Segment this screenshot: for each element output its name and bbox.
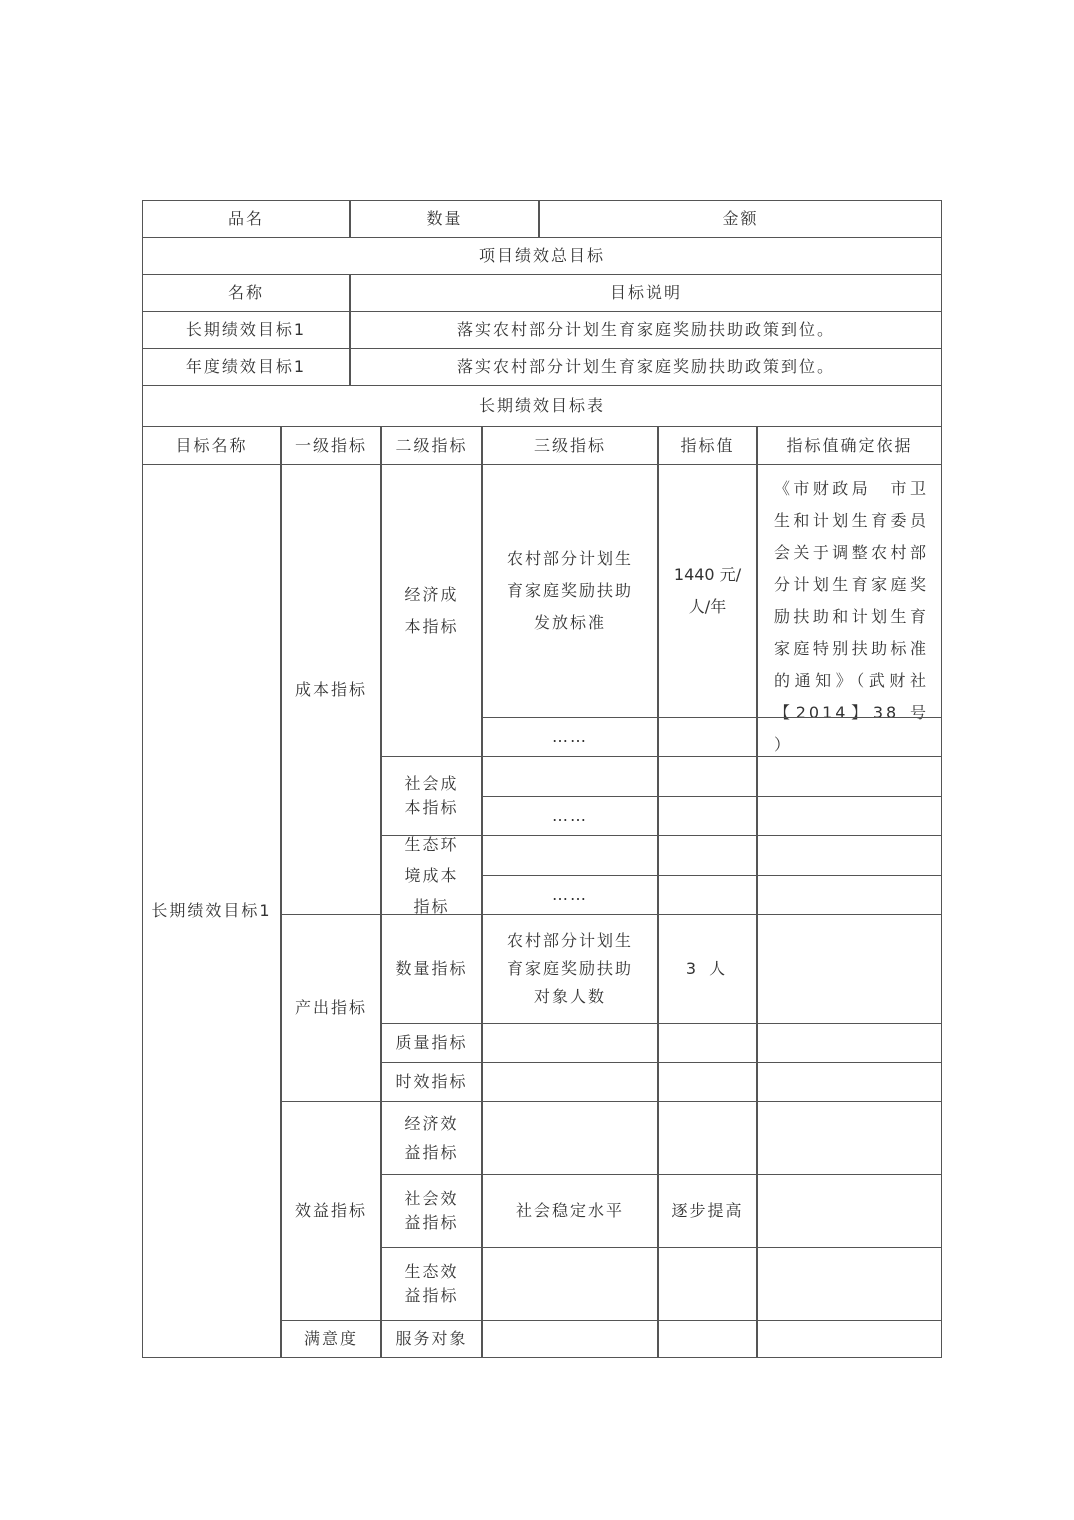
- level3-economic-cost: 农村部分计划生育家庭奖励扶助发放标准: [482, 464, 658, 718]
- level3-empty: [482, 1023, 658, 1063]
- level3-ellipsis: ……: [482, 875, 658, 915]
- basis-empty: [757, 1174, 942, 1248]
- goal-header-name: 名称: [142, 274, 350, 312]
- level2-eco-cost: 生态环境成本指标: [381, 835, 482, 915]
- basis-economic-cost-text: 《市财政局 市卫生和计划生育委员会关于调整农村部分计划生育家庭奖励扶助和计划生育家庭特别扶助标准的通知》（武财社【2014】38 号 ）: [774, 479, 929, 754]
- basis-empty: [757, 835, 942, 876]
- level3-social-benefit: 社会稳定水平: [482, 1174, 658, 1248]
- level2-economic-cost: 经济成本指标: [381, 464, 482, 757]
- value-empty: [658, 1062, 757, 1102]
- column-header: 一级指标: [281, 426, 381, 465]
- level2-quality: 质量指标: [381, 1023, 482, 1063]
- header-quantity: 数量: [350, 200, 539, 238]
- basis-empty: [757, 756, 942, 797]
- value-quantity: 3 人: [658, 914, 757, 1024]
- goal-row-desc: 落实农村部分计划生育家庭奖励扶助政策到位。: [350, 311, 942, 349]
- value-empty: [658, 1247, 757, 1321]
- basis-empty: [757, 1023, 942, 1063]
- overall-goal-title: 项目绩效总目标: [142, 237, 942, 275]
- value-empty: [658, 1023, 757, 1063]
- level1-cost: 成本指标: [281, 464, 381, 915]
- level1-output: 产出指标: [281, 914, 381, 1102]
- level1-satisfaction: 满意度: [281, 1320, 381, 1358]
- long-table-title: 长期绩效目标表: [142, 385, 942, 427]
- column-header: 指标值: [658, 426, 757, 465]
- goal-name-cell: 长期绩效目标1: [142, 464, 281, 1358]
- basis-economic-cost: [757, 464, 942, 754]
- goal-row-name: 长期绩效目标1: [142, 311, 350, 349]
- level3-empty: [482, 1101, 658, 1175]
- level2-quantity: 数量指标: [381, 914, 482, 1024]
- basis-empty: [757, 796, 942, 836]
- level2-economic-benefit: 经济效益指标: [381, 1101, 482, 1175]
- level3-empty: [482, 835, 658, 876]
- value-empty: [658, 717, 757, 757]
- column-header: 二级指标: [381, 426, 482, 465]
- column-header: 目标名称: [142, 426, 281, 465]
- basis-empty: [757, 1062, 942, 1102]
- level3-empty: [482, 1320, 658, 1358]
- level1-benefit: 效益指标: [281, 1101, 381, 1321]
- basis-empty: [757, 1101, 942, 1175]
- level2-eco-benefit: 生态效益指标: [381, 1247, 482, 1321]
- header-name: 品名: [142, 200, 350, 238]
- basis-empty: [757, 1247, 942, 1321]
- value-empty: [658, 1320, 757, 1358]
- value-empty: [658, 875, 757, 915]
- value-economic-cost: 1440 元/人/年: [658, 464, 757, 718]
- level3-empty: [482, 756, 658, 797]
- value-empty: [658, 835, 757, 876]
- column-header: 三级指标: [482, 426, 658, 465]
- level2-social-benefit: 社会效益指标: [381, 1174, 482, 1248]
- level3-empty: [482, 1247, 658, 1321]
- basis-empty: [757, 914, 942, 1024]
- level2-social-cost: 社会成本指标: [381, 756, 482, 836]
- level3-ellipsis: ……: [482, 796, 658, 836]
- basis-empty: [757, 1320, 942, 1358]
- level2-service-object: 服务对象: [381, 1320, 482, 1358]
- value-empty: [658, 796, 757, 836]
- level3-empty: [482, 1062, 658, 1102]
- column-header: 指标值确定依据: [757, 426, 942, 465]
- value-social-benefit: 逐步提高: [658, 1174, 757, 1248]
- value-empty: [658, 756, 757, 797]
- basis-empty: [757, 717, 942, 757]
- basis-empty: [757, 875, 942, 915]
- goal-header-desc: 目标说明: [350, 274, 942, 312]
- goal-row-desc: 落实农村部分计划生育家庭奖励扶助政策到位。: [350, 348, 942, 386]
- level2-timeliness: 时效指标: [381, 1062, 482, 1102]
- header-amount: 金额: [539, 200, 942, 238]
- level3-quantity: 农村部分计划生育家庭奖励扶助对象人数: [482, 914, 658, 1024]
- level3-ellipsis: ……: [482, 717, 658, 757]
- value-empty: [658, 1101, 757, 1175]
- goal-row-name: 年度绩效目标1: [142, 348, 350, 386]
